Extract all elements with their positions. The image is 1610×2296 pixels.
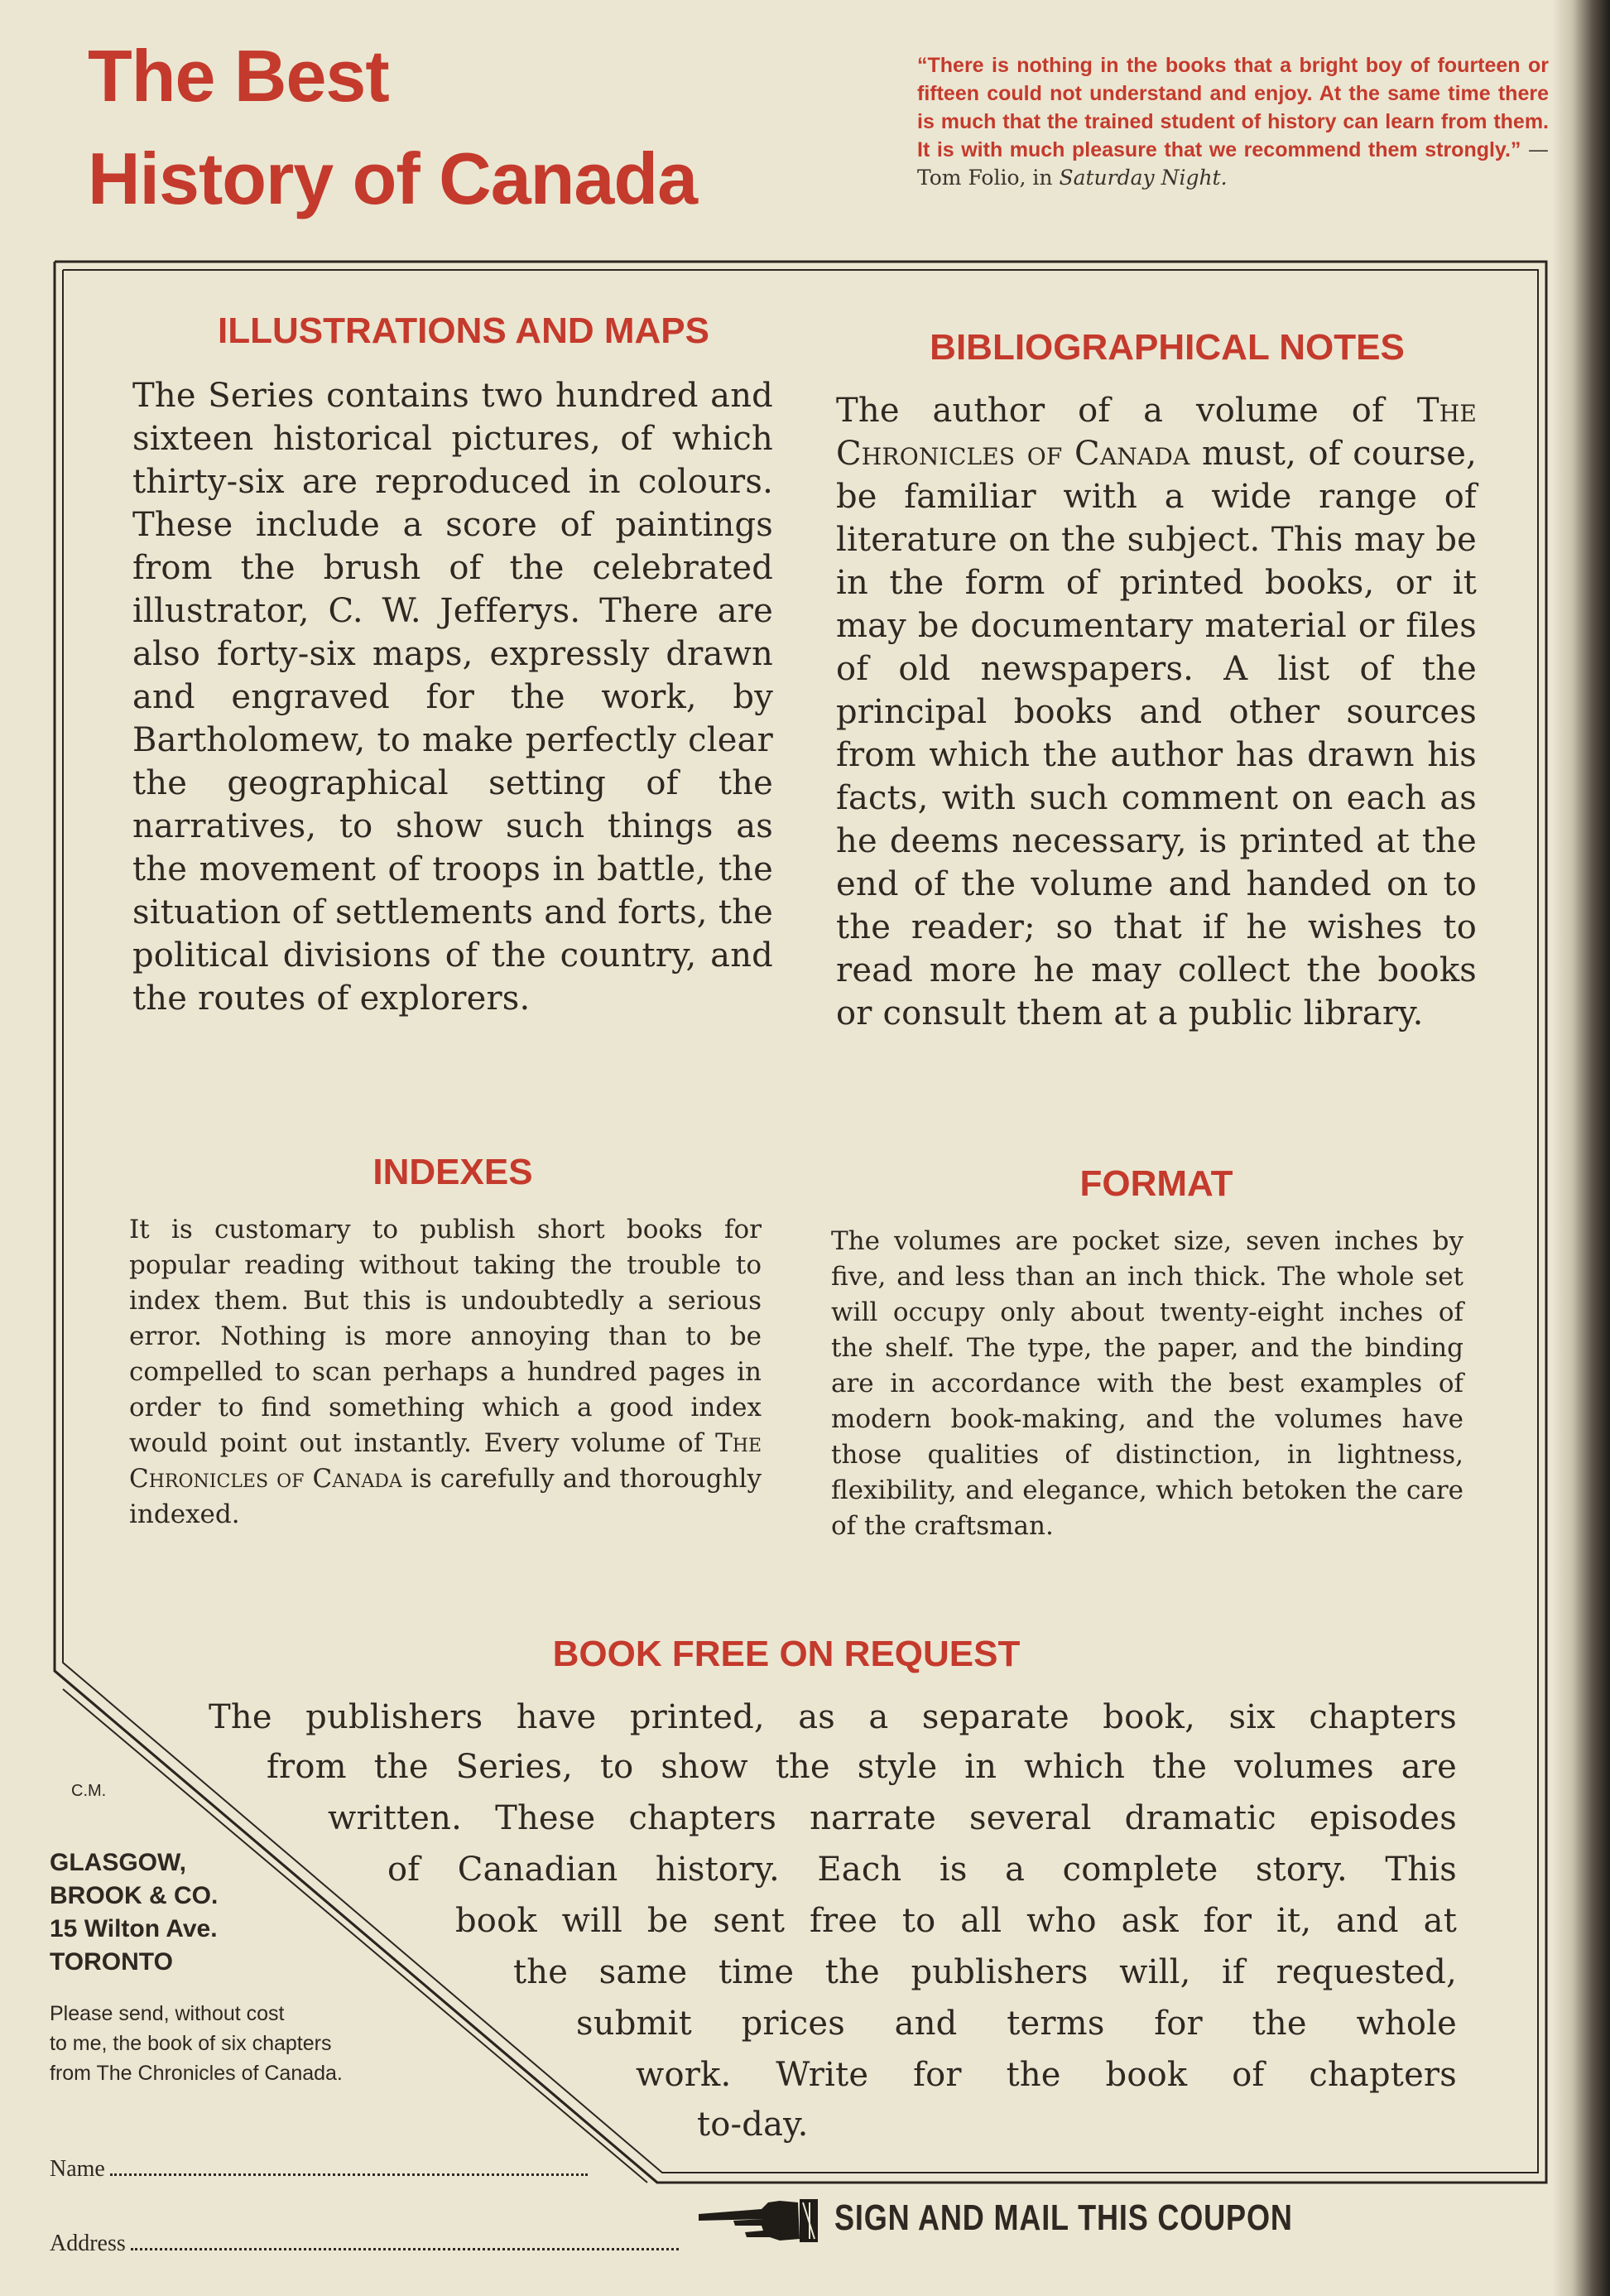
heading-free-book: BOOK FREE ON REQUEST — [552, 1634, 1021, 1674]
heading-illustrations: ILLUSTRATIONS AND MAPS — [218, 310, 709, 351]
heading-indexes: INDEXES — [372, 1152, 533, 1192]
address-input-line[interactable] — [131, 2231, 679, 2250]
page-title-line2: History of Canada — [88, 137, 698, 219]
name-field[interactable] — [50, 2156, 588, 2183]
heading-format: FORMAT — [1079, 1163, 1233, 1204]
address-label: Address — [50, 2231, 126, 2256]
address-field[interactable] — [50, 2231, 679, 2257]
bibliography-body: The author of a volume of The Chronicles of Canada must, of course, be familiar with a wide range of literature on the subject. This may be in the form of printed books, or it may be documentary material or files of old newspapers. A list of the principal books and other sources from which the author has drawn his facts, with such comment on each as he deems necessary, is printed at the end of the volume and handed on to the reader; so that if he wishes to read more he may collect the books or consult them at a public library. — [836, 392, 1477, 1032]
heading-bibliography: BIBLIOGRAPHICAL NOTES — [930, 327, 1405, 368]
review-quote-text: “There is nothing in the books that a bright boy of fourteen or fifteen could not understand and enjoy. At the same time there is much that the trained student of history can learn from them. It is with much pleasure that we recommend them strongly.” — [917, 54, 1549, 161]
series-title: The Chronicles of Canada — [129, 1428, 762, 1494]
page-title-line1: The Best — [88, 35, 389, 117]
coupon-request-note: Please send, without cost to me, the book of six chapters from The Chronicles of Canada. — [50, 2002, 343, 2085]
name-input-line[interactable] — [110, 2157, 588, 2176]
illustrations-body: The Series contains two hundred and sixteen historical pictures, of which thirty-six are reproduced in colours. These include a score of paintings from the brush of the celebrated illustrator, C. W. Jefferys. There are also forty-six maps, expressly drawn and engraved for the work, by Bartholomew, to make perfectly clear the geographical setting of the narratives, to show such things as the movement of troops in battle, the situation of settlements and forts, the political divisions of the country, and the routes of explorers. — [132, 377, 773, 1018]
series-title: The Chronicles of Canada — [836, 392, 1477, 473]
review-quote-attribution: — Tom Folio, in Saturday Night. — [917, 137, 1549, 190]
name-label: Name — [50, 2156, 105, 2182]
coupon-code: C.M. — [71, 1782, 107, 1800]
sign-and-mail-label: SIGN AND MAIL THIS COUPON — [834, 2197, 1293, 2238]
coupon-address: GLASGOW, BROOK & CO. 15 Wilton Ave. TORONTO — [50, 1849, 219, 1976]
indexes-body: It is customary to publish short books for popular reading without taking the trouble to index them. But this is undoubtedly a serious error. Nothing is more annoying than to be compelled to scan perhaps a hundred pages in order to find something which a good index would point out instantly. Every volume of The Chronicles of Canada is carefully and thoroughly indexed. — [129, 1215, 762, 1529]
format-body: The volumes are pocket size, seven inches by five, and less than an inch thick. The whole set will occupy only about twenty-eight inches of the shelf. The type, the paper, and the binding are in accordance with the best examples of modern book-making, and the volumes have those qualities of distinction, in lightness, flexibility, and elegance, which betoken the care of the craftsman. — [831, 1226, 1463, 1541]
pointing-hand-icon — [697, 2196, 821, 2245]
